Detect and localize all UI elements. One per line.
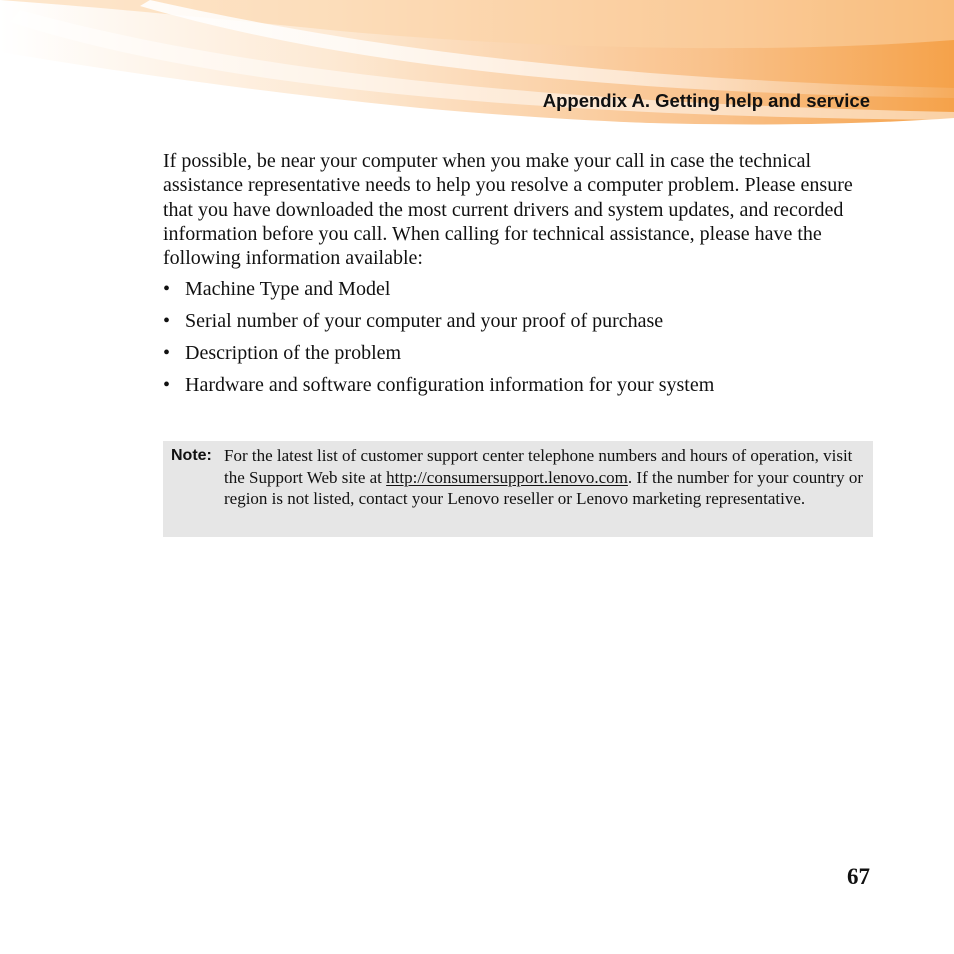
list-item-text: Serial number of your computer and your proof of purchase [185, 310, 664, 333]
running-header-title: Appendix A. Getting help and service [542, 90, 870, 111]
intro-paragraph: If possible, be near your computer when you make your call in case the technical assistance representative needs to help you resolve a computer problem. Please ensure that you have downloaded the most current drivers and system updates, and recorded information before you call. When calling for technical assistance, please have the following information available: [163, 150, 853, 270]
note-text-before-link: For the latest list of customer support center telephone numbers and hours of operation, visit the Support Web site at [224, 446, 853, 487]
list-item [163, 273, 873, 305]
list-item [163, 305, 873, 337]
note-text [224, 445, 863, 510]
bullet-icon: • [163, 374, 171, 397]
list-item-text: Machine Type and Model [185, 278, 391, 301]
note-label: Note: [171, 447, 212, 464]
bullet-icon: • [163, 278, 171, 301]
list-item-text: Hardware and software configuration information for your system [185, 374, 715, 397]
required-info-list [163, 273, 873, 401]
header-decorative-band [0, 0, 954, 140]
list-item [163, 337, 873, 369]
list-item [163, 369, 873, 401]
bullet-icon: • [163, 342, 171, 365]
bullet-icon: • [163, 310, 171, 333]
support-website-link[interactable]: http://consumersupport.lenovo.com [386, 467, 628, 487]
page-number: 67 [847, 864, 870, 889]
body-content [163, 149, 873, 401]
note-text-after-link: . If the number for your country or region is not listed, contact your Lenovo reseller or Lenovo marketing representative. [224, 467, 864, 508]
list-item-text: Description of the problem [185, 342, 402, 365]
note-box [163, 441, 873, 537]
